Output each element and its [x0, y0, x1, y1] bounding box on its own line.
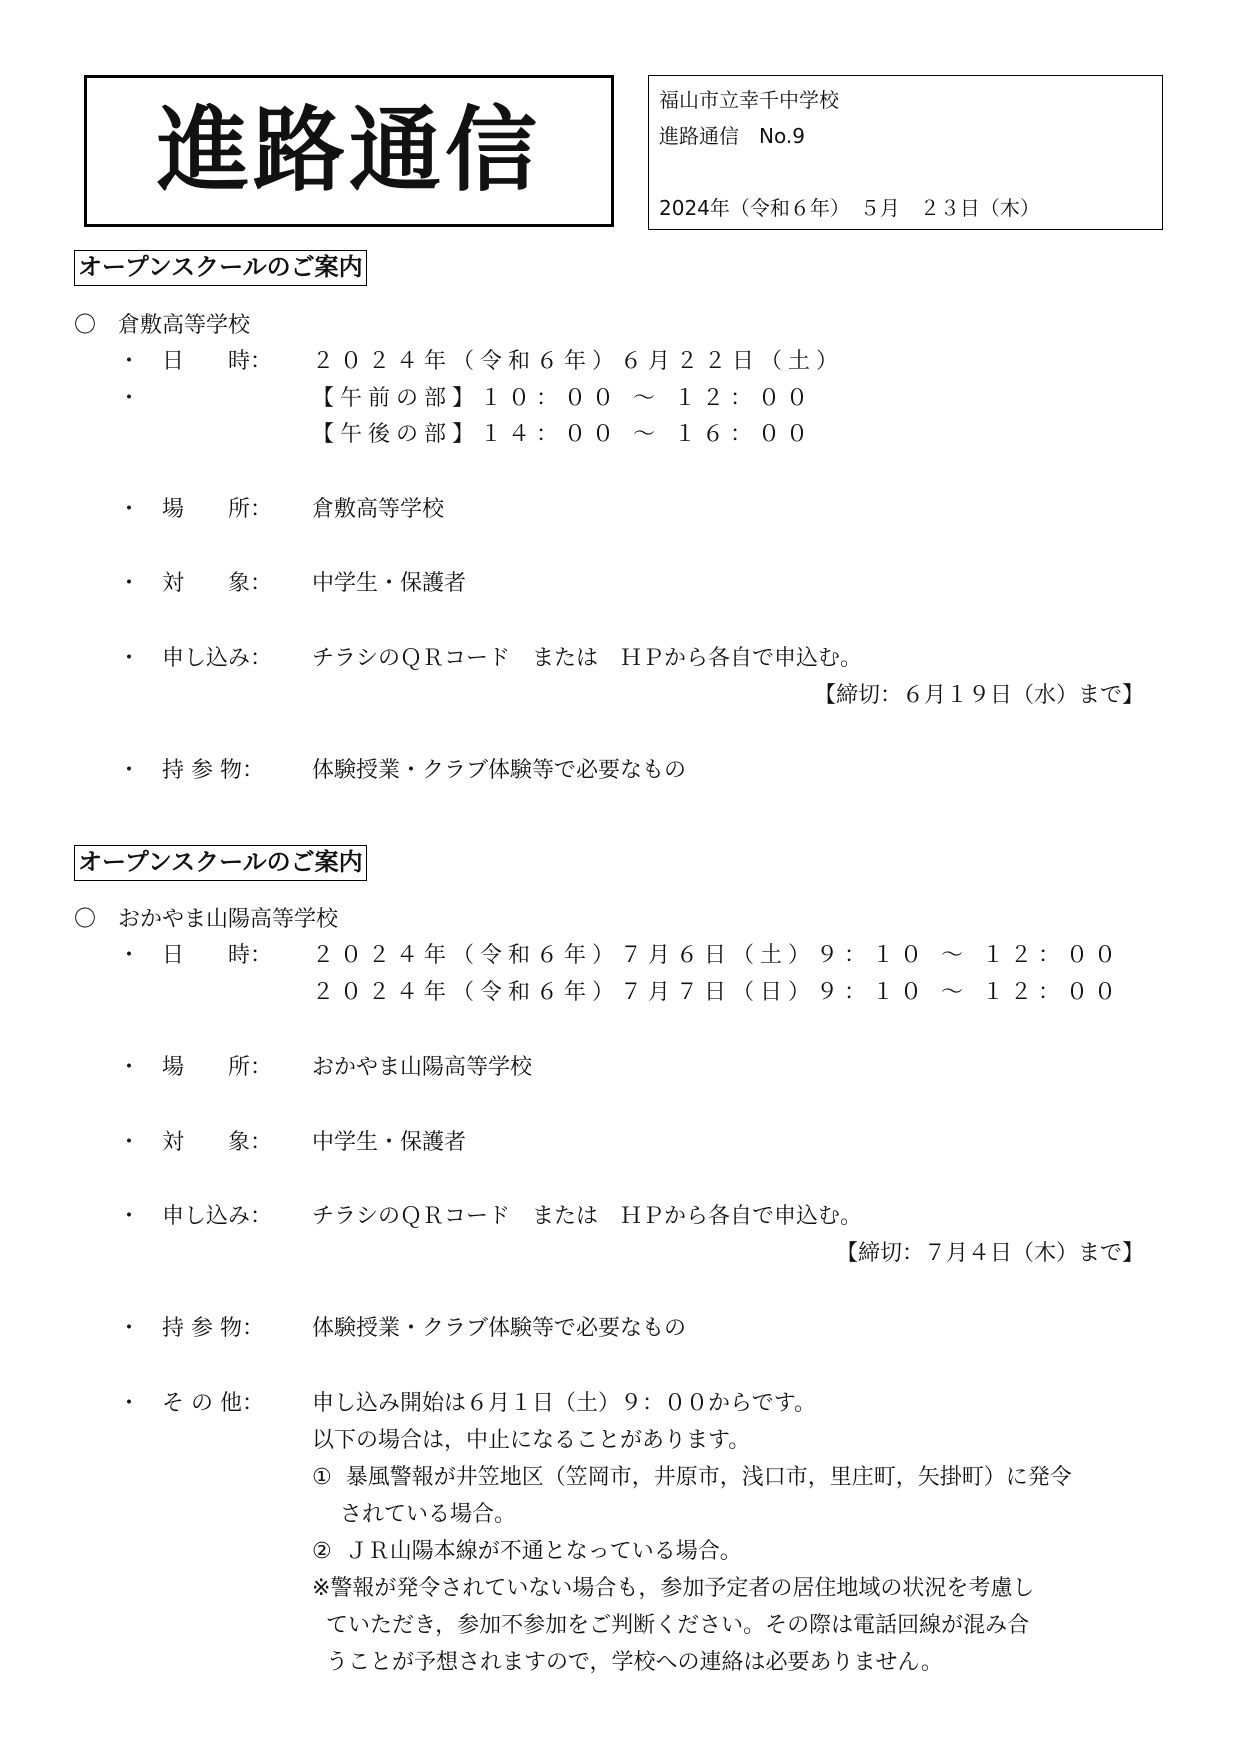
section2-other-line: ① 暴風警報が井笠地区（笠岡市，井原市，浅口市，里庄町，矢掛町）に発令 [312, 1465, 1072, 1490]
title-box [84, 75, 614, 227]
section2-items-value: 体験授業・クラブ体験等で必要なもの [312, 1316, 687, 1341]
section1-label-target: 対 象： [162, 571, 273, 596]
section2-date-value-2: ２０２４年（令和６年）７月７日（日）９：１０ ～ １２：００ [312, 980, 1122, 1005]
section2-label-date: 日 時： [162, 943, 273, 968]
section2-bullet-items: ・ [118, 1316, 141, 1341]
section2-bullet-other: ・ [118, 1391, 141, 1416]
section2-other-line: ていただき，参加不参加をご判断ください。その際は電話回線が混み合 [312, 1613, 1030, 1638]
section2-other-line: 申し込み開始は６月１日（土）９：００からです。 [312, 1391, 817, 1416]
section1-school-name: 〇 倉敷高等学校 [74, 313, 251, 338]
section1-deadline: 【締切：６月１９日（水）まで】 [813, 683, 1144, 708]
section2-target-value: 中学生・保護者 [312, 1130, 467, 1155]
section2-other-line: されている場合。 [312, 1502, 516, 1527]
section1-bullet-target: ・ [118, 571, 141, 596]
section1-bullet-session: ・ [118, 386, 141, 411]
issue-date: 2024年（令和６年） ５月 ２３日（木） [659, 196, 1040, 220]
section2-bullet-apply: ・ [118, 1204, 141, 1229]
section2-bullet-place: ・ [118, 1055, 141, 1080]
section1-session-am: 【午前の部】１０：００ ～ １２：００ [312, 386, 814, 411]
section-title-2: オープンスクールのご案内 [74, 845, 367, 881]
section2-date-value-1: ２０２４年（令和６年）７月６日（土）９：１０ ～ １２：００ [312, 943, 1122, 968]
section1-bullet-apply: ・ [118, 646, 141, 671]
section1-date-value: ２０２４年（令和６年）６月２２日（土） [312, 349, 845, 374]
section1-label-apply: 申し込み： [162, 646, 273, 671]
section1-bullet-date: ・ [118, 349, 141, 374]
section2-bullet-date: ・ [118, 943, 141, 968]
section2-school-name: 〇 おかやま山陽高等学校 [74, 907, 339, 932]
section2-bullet-target: ・ [118, 1130, 141, 1155]
section1-target-value: 中学生・保護者 [312, 571, 467, 596]
section2-other-line: 以下の場合は，中止になることがあります。 [312, 1428, 751, 1453]
school-name: 福山市立幸千中学校 [659, 88, 839, 112]
section-title-1: オープンスクールのご案内 [74, 250, 367, 286]
section2-label-place: 場 所： [162, 1055, 273, 1080]
section1-bullet-place: ・ [118, 497, 141, 522]
section2-label-target: 対 象： [162, 1130, 273, 1155]
section1-place-value: 倉敷高等学校 [312, 497, 445, 522]
issue-number: 進路通信 No.9 [659, 124, 805, 148]
section2-label-apply: 申し込み： [162, 1204, 273, 1229]
section2-apply-value: チラシのＱＲコード または ＨＰから各自で申込む。 [312, 1204, 863, 1229]
section1-session-pm: 【午後の部】１４：００ ～ １６：００ [312, 422, 814, 447]
section1-bullet-items: ・ [118, 758, 141, 783]
section2-place-value: おかやま山陽高等学校 [312, 1055, 533, 1080]
section1-label-date: 日 時： [162, 349, 273, 374]
section2-other-line: ※警報が発令されていない場合も，参加予定者の居住地域の状況を考慮し [312, 1576, 1035, 1601]
section1-apply-value: チラシのＱＲコード または ＨＰから各自で申込む。 [312, 646, 863, 671]
newsletter-title: 進路通信 [156, 97, 541, 204]
section1-items-value: 体験授業・クラブ体験等で必要なもの [312, 758, 687, 783]
section2-deadline: 【締切：７月４日（木）まで】 [835, 1241, 1144, 1266]
section2-label-other: そ の 他： [162, 1391, 264, 1416]
section1-label-items: 持 参 物： [162, 758, 264, 783]
section2-other-line: ② ＪＲ山陽本線が不通となっている場合。 [312, 1539, 742, 1564]
section1-label-place: 場 所： [162, 497, 273, 522]
section2-label-items: 持 参 物： [162, 1316, 264, 1341]
issue-info-box [648, 75, 1163, 230]
section2-other-line: うことが予想されますので，学校への連絡は必要ありません。 [312, 1650, 943, 1675]
